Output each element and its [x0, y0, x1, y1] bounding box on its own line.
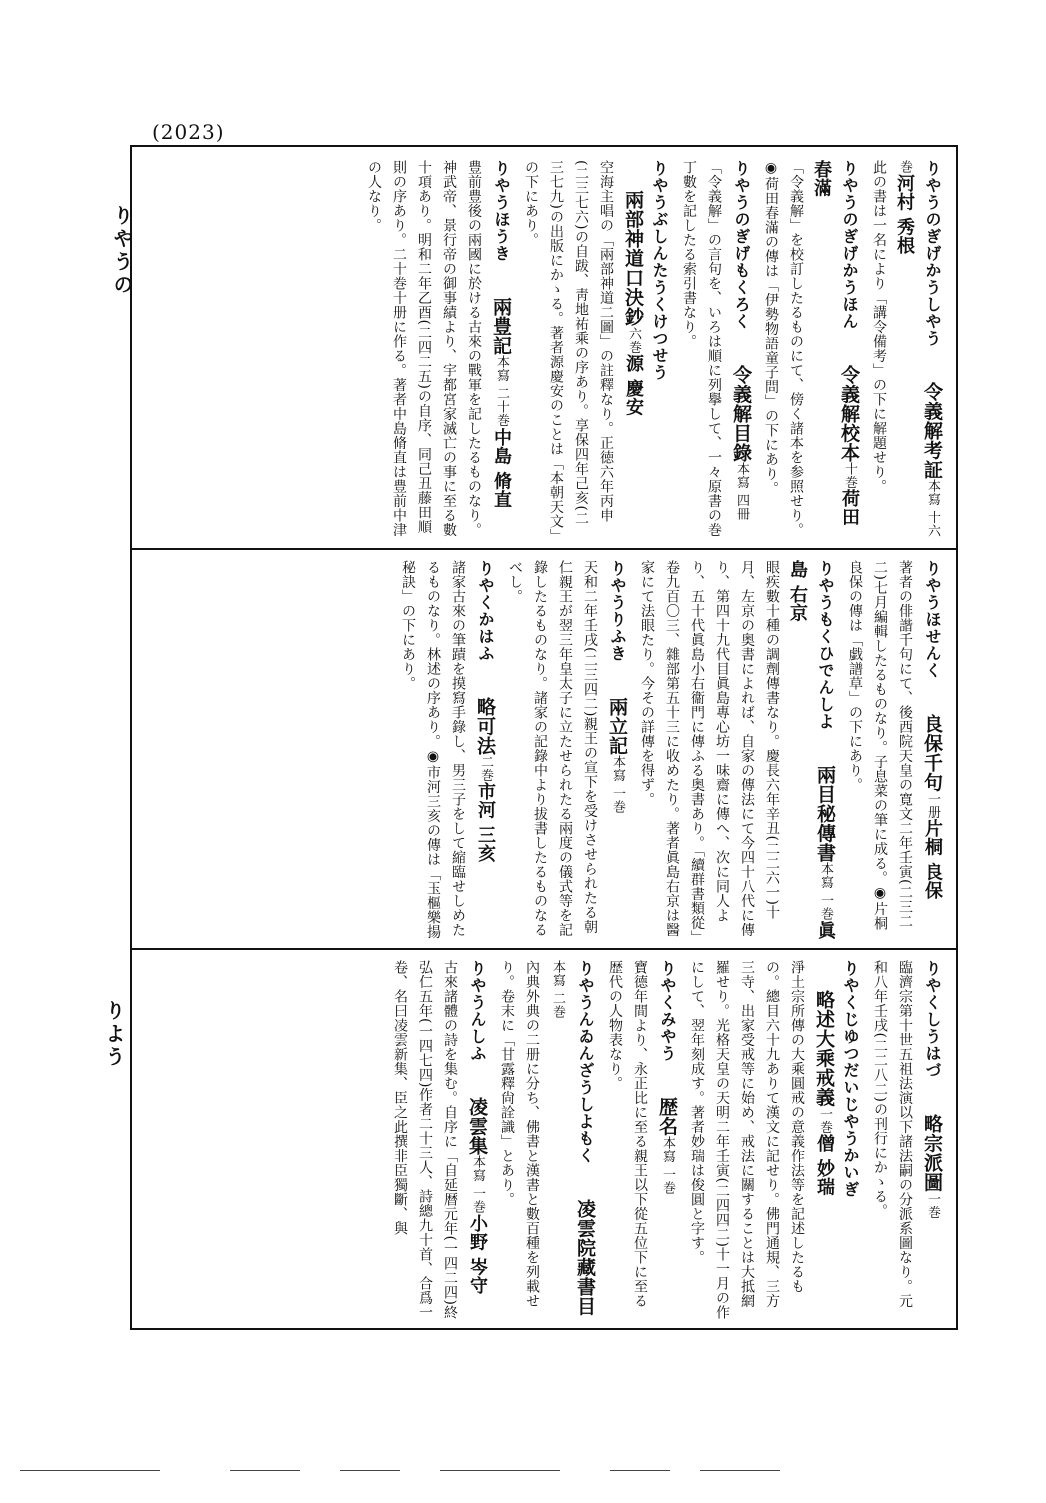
entry-title: 略宗派圖 — [921, 1113, 943, 1192]
entry-body: 「令義解」の言句を、いろは順に列擧して、一々原書の巻丁數を記したる索引書なり。 — [681, 160, 722, 537]
bottom-rule — [340, 1470, 400, 1471]
entry-body: 「令義解」を校訂したるものにて、傍く諸本を参照せり。◉荷田春滿の傳は「伊勢物語童子問」の下にあり。 — [763, 160, 804, 537]
bottom-rule — [20, 1470, 160, 1471]
entry-body: 空海主唱の「兩部神道二圖」の註釋なり。正徳六年丙申(二三七六)の自跋、靑地祐乘の序あり。享保四年己亥(二三七九)の出版にかゝる。著者源慶安のことは「本朝天文」の下にあり。 — [523, 160, 614, 536]
entry-author: 荷田 春滿 — [811, 160, 860, 527]
entry-meta: 本寫 一巻 — [660, 1135, 675, 1195]
entry-author: 片桐 良保 — [922, 818, 943, 900]
entry-heading: りやうほせんく — [923, 560, 942, 679]
entry-title: 略可法 — [474, 696, 496, 756]
band-1 — [150, 160, 945, 540]
entry-author: 僧 妙瑞 — [814, 1134, 835, 1197]
entry-body: 此の書は一名により「講令備考」の下に解題せり。 — [871, 160, 887, 494]
entry — [838, 560, 945, 940]
entry-heading: りやうのぎげかうほん — [840, 160, 859, 330]
entry-heading: りやうんしふ — [468, 960, 487, 1062]
entry-meta: 本寫 一巻 — [470, 1155, 485, 1215]
entry-heading: りやくしうはづ — [923, 960, 942, 1079]
entry-body: 天和二年壬戌(二三四二)親王の宣下を受けさせられたる朝仁親王が翌三年皇太子に立たせられたる兩度の儀式等を記錄したるものなり。諸家の記錄中より拔書したるものなるべし。 — [507, 560, 598, 937]
page-number: (2023) — [152, 120, 225, 144]
entry-author: 市河 三亥 — [475, 782, 496, 864]
entry-heading: りやうぶしんたうくけつせう — [650, 160, 669, 381]
entry-meta: 本寫 四冊 — [734, 462, 749, 522]
entry-author: 河村 秀根 — [894, 173, 915, 255]
bottom-rule — [700, 1470, 780, 1471]
entry-title: 令義解目錄 — [730, 364, 752, 463]
entry — [498, 560, 630, 940]
entry-heading: りやくみやう — [658, 960, 677, 1062]
entry — [630, 560, 838, 940]
entry-heading: りやくかはふ — [476, 560, 495, 662]
entry — [391, 560, 498, 940]
entry-heading: りやうのぎげかうしやう — [923, 160, 942, 347]
entry-heading: りやくじゆつだいじやうかいぎ — [841, 960, 860, 1198]
entry-meta: 本寫 十六巻 — [897, 160, 940, 539]
entry-heading: りやうんゐんざうしよもく — [576, 960, 595, 1164]
side-label-upper: りやうの — [110, 205, 134, 297]
entry-heading: りやうりふき — [608, 560, 627, 662]
entry-heading: りやうほうき — [492, 160, 511, 262]
entry-meta: 一巻 — [925, 1191, 940, 1219]
entry-title: 兩豊記 — [490, 296, 512, 356]
entry-title: 凌雲院藏書目 — [574, 1198, 596, 1316]
bottom-rule — [230, 1470, 300, 1471]
entry-title: 略述大乘戒義 — [813, 990, 835, 1107]
entry — [490, 960, 598, 1320]
band-divider-2 — [130, 948, 958, 950]
band-2 — [150, 560, 945, 940]
entry-title: 兩目秘傳書 — [814, 764, 836, 863]
entry-body: 淨土宗所傳の大乘圓戒の意義作法等を記述したるもの。總目六十九ありて漢文に記せり。佛門通規、三方三寺、出家受戒等に始め、戒法に關することは大抵網羅せり。光格天皇の天明二年壬寅(二四四二)十一月の作にして、翌年刻成す。著者妙瑞は俊圓と字す。 — [689, 960, 805, 1320]
entry — [672, 160, 754, 540]
entry — [357, 160, 514, 540]
entry-title: 兩立記 — [606, 696, 628, 756]
entry — [514, 160, 672, 540]
entry-author: 眞島 右京 — [787, 560, 836, 940]
entry-body: 臨濟宗第十世五祖法演以下諸法嗣の分派系圖なり。元和八年壬戌(二二八二)の刊行にかゝる。 — [872, 960, 913, 1308]
entry-title: 兩部神道口決鈔 — [622, 190, 644, 327]
entry — [383, 960, 490, 1320]
entry — [863, 960, 945, 1320]
side-label-lower: りよう — [102, 1000, 126, 1069]
entry-meta: 二巻 — [478, 755, 493, 783]
entry-meta: 六巻 — [626, 326, 641, 354]
entry-author: 小野 岑守 — [467, 1214, 488, 1295]
entry-body: 內典外典の二册に分ち、佛書と漢書と數百種を列載せり。卷末に「甘露釋尙詮識」とあり。 — [499, 960, 540, 1308]
entry — [680, 960, 863, 1320]
entry-body: 古來諸體の詩を集む。自序に「自延暦元年(一四二四)終弘仁五年(一四七四)作者二十三人、詩總九十首、合爲一卷、名曰凌雲新集、臣之此撰非臣獨斷、與 — [392, 960, 458, 1320]
bottom-rule — [440, 1470, 560, 1471]
entry-title: 令義解校本 — [838, 364, 860, 463]
entry-body: 著者の俳諧千句にて、後西院天皇の寛文二年壬寅(二三二二)七月編輯したるものなり。子息菜の筆に成る。◉片桐良保の傳は「戯譜草」の下にあり。 — [847, 560, 913, 931]
entry-title: 歴名 — [656, 1096, 678, 1136]
entry-meta: 本寫 一巻 — [818, 862, 833, 922]
entry-title: 凌雲集 — [466, 1096, 488, 1156]
entry — [754, 160, 862, 540]
band-divider-1 — [130, 548, 958, 550]
entry-meta: 一册 — [925, 791, 940, 819]
entry — [598, 960, 680, 1320]
entry-meta: 本寫 二十巻 — [494, 355, 509, 428]
entry-meta: 十巻 — [842, 462, 857, 490]
entry-body: 眼疾數十種の調劑傳書なり。慶長六年辛丑(二二六一)十月、左京の奥書によれば、自家の傳法にて今四十八代に傳り、第四十九代目眞島專心坊一味齋に傳へ、次に同人より、五十代眞島小右衞門に傳ふる奥書あり。「續群書類從」卷九百〇三、雜部第五十三に收めたり。著者眞島右京は醫家にて法眼たり。今その詳傳を得ず。 — [639, 560, 780, 938]
band-3 — [150, 960, 945, 1320]
entry-heading: りやうのぎげもくろく — [732, 160, 751, 330]
bottom-rule — [610, 1470, 670, 1471]
entry-heading: りやうもくひでんしよ — [816, 560, 835, 730]
entry-body: 寶德年間より、永正比に至る親王以下從五位下に至る歴代の人物表なり。 — [607, 960, 648, 1308]
entry-body: 豊前豊後の兩國に於ける古來の戰軍を記したるものなり。神武帝、景行帝の御事績より、宇都宮家滅亡の事に至る數十項あり。明和二年乙酉(二四二五)の自序、同己丑藤田順則の序あり。二十巻十册に作る。著者中島脩直は豊前中津の人なり。 — [366, 160, 482, 537]
entry-author: 中島 脩直 — [491, 427, 512, 509]
entry-meta: 本寫 一巻 — [610, 755, 625, 815]
entry-meta: 一巻 — [817, 1107, 832, 1134]
entry — [862, 160, 945, 540]
entry-meta: 本寫 二巻 — [550, 960, 565, 1019]
entry-author: 源 慶安 — [623, 353, 644, 416]
entry-title: 令義解考証 — [921, 381, 943, 480]
entry-body: 諸家古來の筆蹟を摸寫手錄し、男三子をして縮臨せしめたるものなり。林述の序あり。◉市河三亥の傳は「玉樞樂揚秘訣」の下にあり。 — [400, 560, 466, 939]
entry-title: 良保千句 — [921, 713, 943, 792]
